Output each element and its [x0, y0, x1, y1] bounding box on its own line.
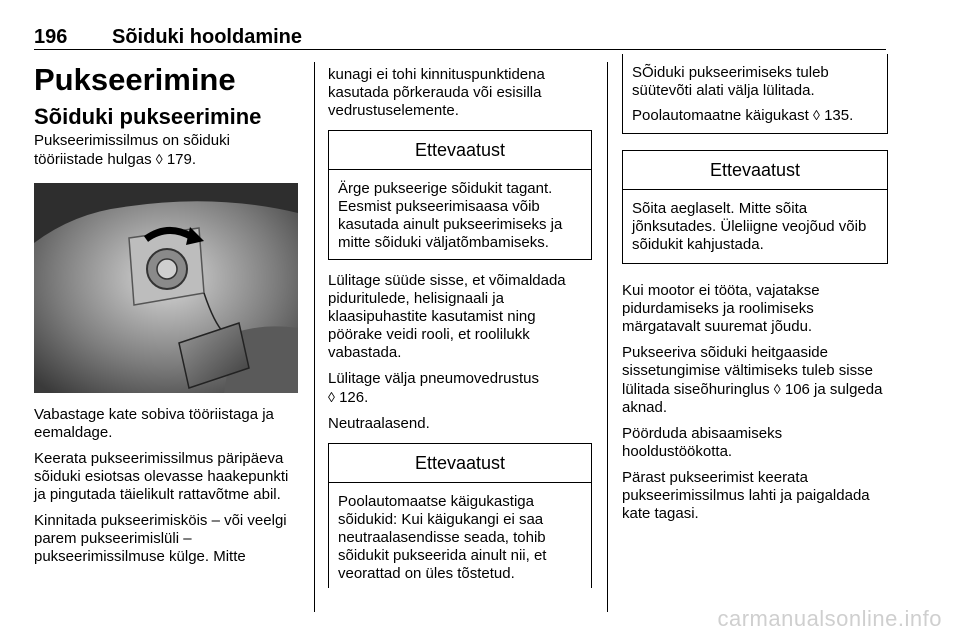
paragraph: Kinnitada pukseerimisköis – või veelgi parem pukseerimislüli – pukseerimissilmuse külge. Mitte: [34, 512, 287, 565]
caution-box: [328, 443, 592, 588]
paragraph: Pukseeriva sõiduki heitgaaside sissetungimise vältimiseks tuleb sisse lülitada siseõhuringlus ◊ 106 ja sulgeda aknad.: [622, 344, 883, 416]
caution-title: Ettevaatust: [329, 131, 591, 170]
page-ref-icon: ◊: [328, 389, 335, 405]
paragraph: Pukseerimissilmus on sõiduki tööriistade hulgas ◊ 179.: [34, 132, 230, 168]
paragraph: Kui mootor ei tööta, vajatakse pidurdamiseks ja roolimiseks märgatavalt suuremat jõudu.: [622, 282, 820, 335]
caution-title: Ettevaatust: [329, 444, 591, 483]
caution-title: Ettevaatust: [623, 151, 887, 190]
page-header: [34, 26, 886, 50]
paragraph: Keerata pukseerimissilmus päripäeva sõiduki esiotsas olevasse haakepunkti ja pingutada täielikult rattavõtme abil.: [34, 450, 289, 503]
note-text: Poolautomaatne käigukast ◊ 135.: [632, 107, 854, 124]
column-2: [328, 62, 592, 588]
page-ref-icon: ◊: [155, 151, 163, 167]
chapter-title: Sõiduki hooldamine: [112, 26, 303, 48]
caution-text: Ärge pukseerige sõidukit tagant. Eesmist pukseerimisaasa võib kasutada ainult pukseerimiseks ja mitte sõiduki väljatõmbamiseks.: [338, 180, 563, 251]
paragraph: Lülitage süüde sisse, et võimaldada piduritulede, helisignaali ja klaasipuhastite kasutamist ning pöörake veidi rooli, et roolilukk vabastada.: [328, 272, 566, 361]
column-3: [622, 62, 888, 523]
subsection-title: Sõiduki pukseerimine: [34, 104, 262, 129]
column-divider: [607, 62, 608, 612]
page-number: 196: [34, 26, 68, 48]
page-ref-icon: ◊: [773, 381, 781, 397]
caution-text: Poolautomaatse käigukastiga sõidukid: Kui käigukangi ei saa neutraalasendisse seada, tohib sõidukit pukseerida ainult nii, et veorattad on üles tõstetud.: [338, 493, 547, 582]
note-text: SÕiduki pukseerimiseks tuleb süütevõti alati välja lülitada.: [632, 64, 829, 99]
paragraph: Pärast pukseerimist keerata pukseerimissilmus lahti ja paigaldada kate tagasi.: [622, 469, 870, 522]
paragraph: Vabastage kate sobiva tööriistaga ja eemaldage.: [34, 406, 274, 441]
column-divider: [314, 62, 315, 612]
section-title: Pukseerimine: [34, 62, 236, 97]
caution-box: [622, 150, 888, 264]
caution-text: Sõita aeglaselt. Mitte sõita jõnksutades. Üleliigne veojõud võib sõidukit kahjustada.: [632, 200, 867, 253]
towing-eye-cover-illustration: [34, 183, 298, 393]
column-1: [34, 62, 302, 566]
paragraph: Pöörduda abisaamiseks hooldustöökotta.: [622, 425, 783, 460]
note-box: [622, 54, 888, 134]
socket-center: [157, 259, 177, 279]
page-ref-icon: ◊: [812, 107, 820, 123]
paragraph: Lülitage välja pneumovedrustus ◊ 126.: [328, 370, 539, 406]
paragraph: Neutraalasend.: [328, 415, 430, 432]
paragraph: kunagi ei tohi kinnituspunktidena kasutada põrkerauda või esisilla vedrustuselemente.: [328, 66, 545, 119]
watermark: carmanualsonline.info: [717, 606, 942, 631]
caution-box: [328, 130, 592, 260]
